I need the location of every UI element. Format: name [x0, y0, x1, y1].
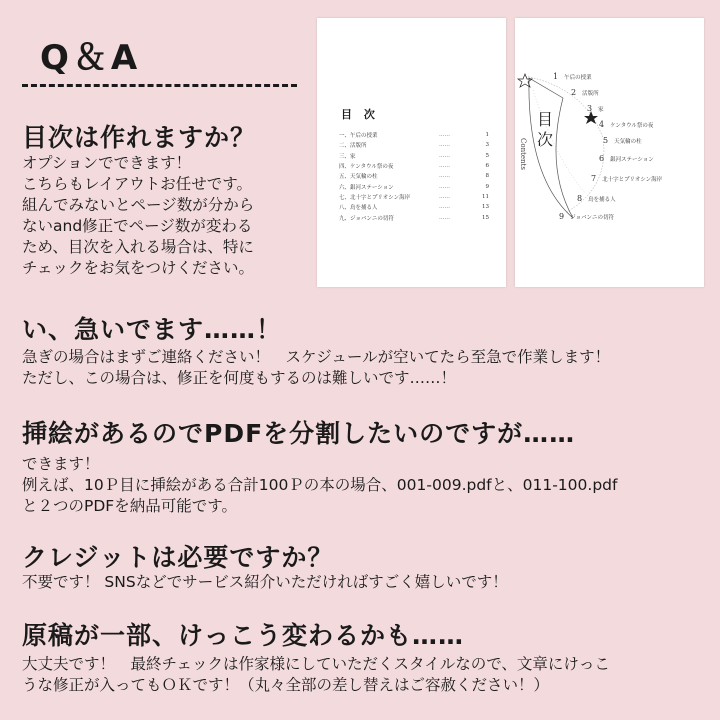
toc-item-number: 8 — [577, 194, 583, 203]
toc-row-leader: …… — [439, 163, 450, 170]
toc-sample-simple — [317, 18, 506, 287]
moon-arc-decoration — [515, 18, 704, 287]
toc-sample-title: 目次 — [537, 110, 554, 149]
toc-row-leader: …… — [439, 193, 450, 200]
toc-row-title: 五、天気輪の柱 — [339, 174, 378, 181]
toc-sample-row — [339, 192, 489, 202]
question-toc: 目次は作れますか？ — [22, 123, 257, 152]
toc-sample-decorated — [515, 18, 704, 287]
toc-item-title: 活版所 — [582, 91, 599, 97]
toc-row-title: 六、銀河ステーション — [339, 184, 394, 191]
toc-item-number: 7 — [591, 174, 597, 183]
toc-item-title: 家 — [598, 107, 604, 113]
toc-item-title: 午后の授業 — [564, 75, 592, 81]
toc-sample-row — [339, 140, 489, 150]
toc-row-page: 13 — [482, 204, 489, 211]
toc-sample-item — [553, 72, 592, 81]
toc-row-page: 8 — [485, 173, 489, 180]
toc-sample-row — [339, 151, 489, 161]
answer-manuscript-change: 大丈夫です！ 最終チェックは作家様にしていただくスタイルなので、文章にけっこ うな修正が入ってもＯＫです！（丸々全部の差し替えはご容赦ください！） — [22, 655, 610, 694]
toc-sample-row — [339, 212, 489, 222]
toc-row-title: 七、北十字とプリオシン海岸 — [339, 194, 411, 201]
toc-item-title: 北十字とプリオシン海岸 — [602, 177, 663, 183]
toc-row-leader: …… — [439, 132, 450, 139]
toc-sample-item — [559, 212, 614, 221]
divider — [22, 84, 297, 87]
question-split-pdf: 挿絵があるのでPDFを分割したいのですが…… — [22, 419, 576, 448]
toc-item-number: 9 — [559, 212, 565, 221]
toc-sample-row — [339, 202, 489, 212]
toc-row-leader: …… — [439, 142, 450, 149]
toc-row-leader: …… — [439, 204, 450, 211]
toc-item-title: 銀河ステーション — [610, 157, 654, 163]
toc-row-title: 三、家 — [339, 153, 356, 160]
answer-credit: 不要です！ SNSなどでサービス紹介いただければすごく嬉しいです！ — [22, 573, 508, 591]
toc-sample-item — [577, 194, 616, 203]
toc-item-title: 鳥を捕る人 — [588, 197, 616, 203]
toc-row-title: 二、活版所 — [339, 143, 367, 150]
question-credit: クレジットは必要ですか？ — [22, 543, 334, 572]
toc-item-number: 1 — [553, 72, 559, 81]
toc-item-number: 3 — [587, 104, 593, 113]
toc-sample-item — [591, 174, 662, 183]
toc-sample-subtitle: Contents — [519, 138, 527, 170]
answer-split-pdf: できます！ 例えば、10Ｐ目に挿絵がある合計100Ｐの本の場合、001-009.pdfと、011-100.pdf と２つのPDFを納品可能です。 — [22, 455, 618, 515]
toc-sample-row — [339, 130, 489, 140]
toc-sample-title: 目 次 — [341, 108, 379, 121]
toc-row-leader: …… — [439, 183, 450, 190]
toc-item-number: 4 — [599, 120, 605, 129]
star-outline-icon — [518, 74, 532, 87]
toc-sample-item — [571, 88, 599, 97]
page-title: Q＆A — [40, 38, 142, 78]
question-rush: い、急いでます……！ — [22, 315, 283, 344]
toc-row-leader: …… — [439, 173, 450, 180]
toc-row-title: 四、ケンタウル祭の夜 — [339, 164, 394, 171]
toc-row-title: 八、鳥を捕る人 — [339, 205, 378, 212]
toc-row-page: 5 — [485, 152, 489, 159]
toc-row-page: 1 — [485, 132, 489, 139]
toc-item-number: 5 — [603, 136, 609, 145]
toc-sample-item — [599, 120, 653, 129]
toc-item-number: 6 — [599, 154, 605, 163]
toc-row-page: 11 — [482, 193, 489, 200]
toc-row-title: 九、ジョバンニの切符 — [339, 215, 394, 222]
toc-row-page: 6 — [485, 163, 489, 170]
toc-row-page: 9 — [485, 183, 489, 190]
toc-row-page: 3 — [485, 142, 489, 149]
answer-rush: 急ぎの場合はまずご連絡ください！ スケジュールが空いてたら至急で作業します！ ただし、この場合は、修正を何度もするのは難しいです……！ — [22, 348, 611, 387]
toc-row-leader: …… — [439, 214, 450, 221]
toc-sample-item — [587, 104, 604, 113]
toc-item-title: ケンタウル祭の夜 — [610, 123, 654, 129]
toc-row-leader: …… — [439, 152, 450, 159]
toc-sample-list — [339, 130, 489, 223]
toc-sample-item — [599, 154, 654, 163]
answer-toc: オプションでできます！ こちらもレイアウトお任せです。 組んでみないとページ数が分から ないand修正でページ数が変わる ため、目次を入れる場合は、特に チェックをお気をつけください。 — [22, 154, 255, 277]
question-manuscript-change: 原稿が一部、けっこう変わるかも…… — [22, 621, 465, 650]
toc-row-title: 一、午后の授業 — [339, 133, 378, 140]
toc-sample-row — [339, 181, 489, 191]
toc-sample-row — [339, 161, 489, 171]
toc-sample-item — [603, 136, 642, 145]
toc-item-title: ジョバンニの切符 — [570, 215, 614, 221]
toc-row-page: 15 — [482, 214, 489, 221]
toc-sample-row — [339, 171, 489, 181]
toc-item-number: 2 — [571, 88, 577, 97]
toc-item-title: 天気輪の柱 — [614, 139, 642, 145]
